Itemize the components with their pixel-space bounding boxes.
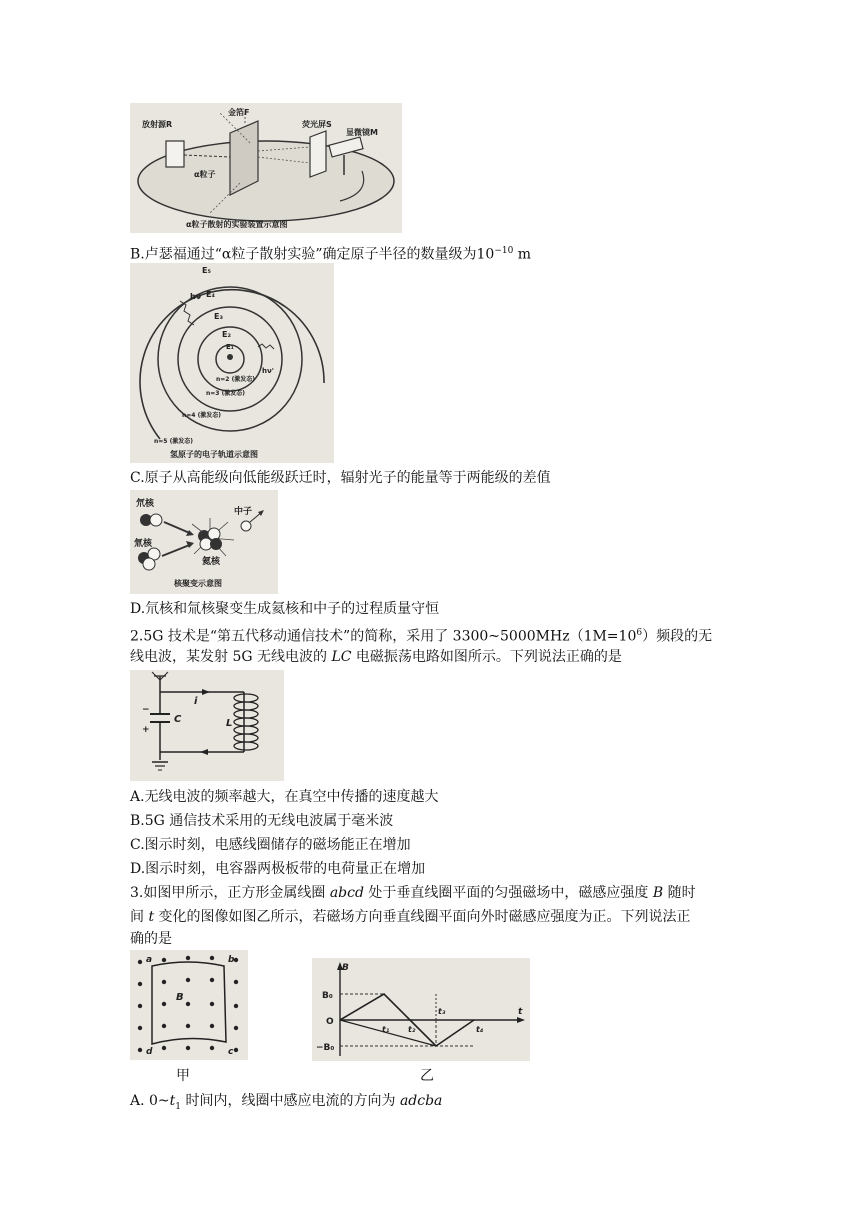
q2-option-d: D.图示时刻，电容器两极板带的电荷量正在增加	[130, 861, 426, 877]
hydrogen-orbit-drawing	[130, 263, 334, 463]
q3-t-symbol: t	[148, 909, 155, 925]
option-b-exponent: −10	[494, 246, 514, 256]
q3-option-a-mid: 时间内，线圈中感应电流的方向为	[181, 1093, 400, 1109]
tritium-label: 氚核	[134, 539, 153, 549]
b-t-graph-figure	[312, 958, 530, 1061]
svg-text:+: +	[142, 725, 150, 735]
alpha-scattering-drawing	[130, 103, 402, 233]
option-c-transition: C.原子从高能级向低能级跃迁时，辐射光子的能量等于两能级的差值	[130, 470, 551, 486]
q3-line1-c: 随时	[663, 885, 696, 901]
fig1-microscope-label: 显微镜M	[346, 128, 378, 137]
option-d-fusion: D.氘核和氚核聚变生成氦核和中子的过程质量守恒	[130, 601, 440, 617]
neutron-label: 中子	[234, 507, 253, 517]
q2-option-b: B.5G 通信技术采用的无线电波属于毫米波	[130, 813, 394, 829]
graph-t3-label: t₃	[438, 1007, 446, 1016]
q3-b-symbol: B	[652, 885, 664, 901]
figure-yi-caption: 乙	[420, 1068, 434, 1084]
graph-t-axis-label: t	[518, 1007, 523, 1017]
alpha-scattering-figure	[130, 103, 402, 233]
fig1-foil-label: 金箔F	[228, 108, 250, 117]
lc-circuit-drawing	[130, 670, 284, 781]
orbit-n2-label: n=2 (激发态)	[216, 376, 256, 383]
q3-option-a-sub: 1	[175, 1101, 182, 1112]
field-b-label: B	[176, 992, 184, 1003]
q3-line1-b: 处于垂直线圈平面的匀强磁场中，磁感应强度	[363, 885, 653, 901]
corner-a-label: a	[146, 955, 153, 965]
lc-circuit-figure	[130, 670, 284, 781]
graph-t1-label: t₁	[382, 1025, 390, 1034]
corner-c-label: c	[228, 1047, 234, 1057]
q3-stem-line1	[130, 882, 696, 904]
hydrogen-orbit-figure	[130, 263, 334, 463]
inductor-label: L	[226, 718, 233, 729]
figure-jia-caption: 甲	[176, 1068, 190, 1084]
energy-e1-label: E₁	[226, 343, 234, 351]
nuclear-fusion-drawing	[130, 490, 278, 594]
q2-stem-line2	[130, 646, 622, 668]
energy-e5-label: E₅	[202, 266, 211, 275]
q2-line1-a: 2.5G 技术是“第五代移动通信技术”的简称，采用了 3300~5000MHz（1M=10	[130, 628, 637, 645]
photon-hv-label: hν	[190, 292, 202, 301]
coil-field-drawing	[130, 950, 248, 1060]
option-b-rutherford	[130, 240, 531, 266]
orbit-n3-label: n=3 (激发态)	[206, 390, 246, 397]
energy-e2-label: E₂	[222, 330, 231, 339]
graph-neg-b0-label: −B₀	[316, 1043, 335, 1053]
q3-stem-line3: 确的是	[130, 931, 172, 947]
q3-option-a-t: t	[169, 1093, 176, 1109]
helium-label: 氦核	[202, 557, 221, 567]
q2-option-c: C.图示时刻，电感线圈储存的磁场能正在增加	[130, 837, 411, 853]
q3-line2-a: 间	[130, 909, 149, 925]
q3-line2-b: 变化的图像如图乙所示，若磁场方向垂直线圈平面向外时磁感应强度为正。下列说法正	[154, 909, 691, 925]
orbit-n5-label: n=5 (激发态)	[154, 438, 194, 445]
q2-line2-b: 电磁振荡电路如图所示。下列说法正确的是	[351, 649, 622, 665]
corner-d-label: d	[146, 1047, 153, 1057]
option-b-unit: m	[513, 246, 532, 263]
q3-option-a-prefix: A. 0~	[130, 1093, 170, 1109]
current-label: i	[194, 696, 198, 707]
q3-stem-line2	[130, 906, 691, 928]
q2-line1-exponent: 6	[636, 628, 643, 638]
b-t-graph-drawing	[312, 958, 530, 1061]
energy-e3-label: E₃	[214, 312, 223, 321]
orbit-n4-label: n=4 (激发态)	[182, 412, 222, 419]
graph-b-axis-label: B	[342, 963, 349, 973]
q2-line2-a: 线电波，某发射 5G 无线电波的	[130, 649, 332, 665]
deuterium-label: 氘核	[136, 499, 155, 509]
option-b-text: B.卢瑟福通过“α粒子散射实验”确定原子半径的数量级为10	[130, 246, 495, 263]
graph-origin-label: O	[326, 1017, 334, 1027]
fig1-caption: α粒子散射的实验装置示意图	[186, 220, 288, 229]
fig3-caption: 核聚变示意图	[174, 579, 222, 588]
q2-stem-line1	[130, 622, 712, 648]
svg-text:−: −	[142, 705, 150, 715]
graph-t4-label: t₄	[476, 1025, 484, 1034]
photon-hv-prime-label: hν'	[262, 367, 274, 375]
fig2-caption: 氢原子的电子轨道示意图	[170, 450, 258, 459]
q3-abcd: abcd	[329, 885, 364, 901]
q2-lc: LC	[331, 649, 352, 665]
capacitor-label: C	[174, 714, 182, 725]
q2-option-a: A.无线电波的频率越大，在真空中传播的速度越大	[130, 789, 439, 805]
q3-option-a-direction: adcba	[399, 1093, 443, 1109]
q3-line1-a: 3.如图甲所示，正方形金属线圈	[130, 885, 330, 901]
corner-b-label: b	[228, 955, 235, 965]
fig1-source-label: 放射源R	[142, 120, 173, 129]
coil-field-figure	[130, 950, 248, 1060]
q3-option-a	[130, 1090, 442, 1118]
nuclear-fusion-figure	[130, 490, 278, 594]
fig1-alpha-label: α粒子	[194, 170, 216, 179]
fig1-screen-label: 荧光屏S	[302, 120, 332, 129]
q2-line1-b: ）频段的无	[642, 628, 713, 645]
graph-b0-label: B₀	[322, 991, 333, 1001]
graph-t2-label: t₂	[408, 1025, 416, 1034]
energy-e4-label: E₄	[206, 290, 215, 299]
